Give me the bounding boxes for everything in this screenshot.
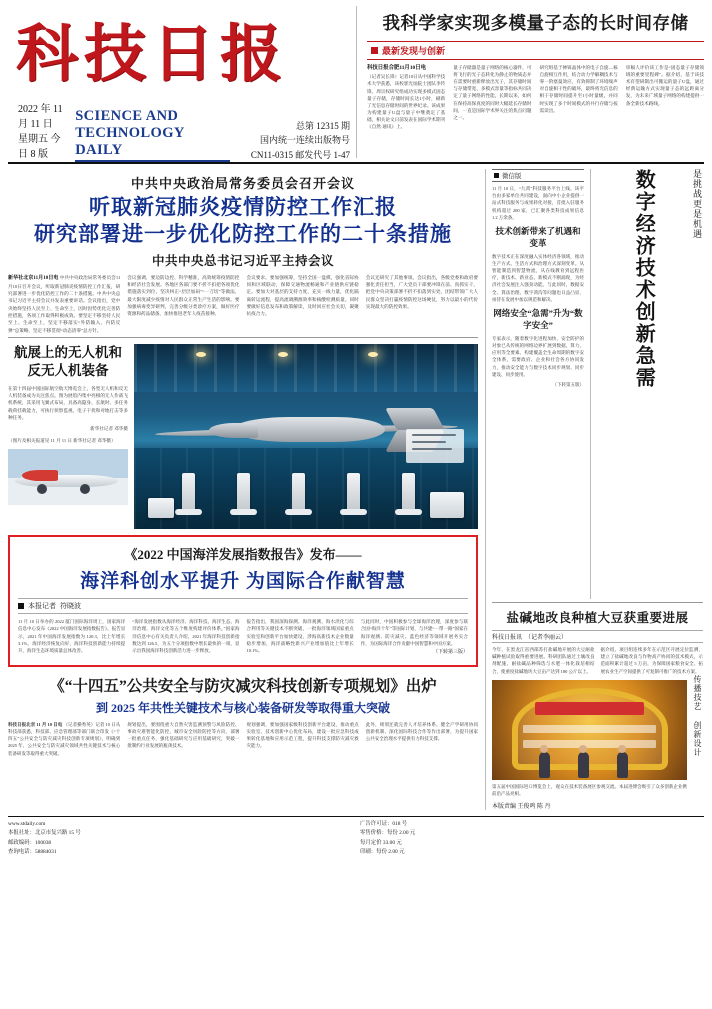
hangar-ceiling — [134, 344, 478, 392]
display-stand — [292, 473, 305, 511]
footer-phone: 查询电话：58884031 — [8, 848, 57, 855]
issue-info — [240, 119, 357, 162]
uav-exhibition-photo — [134, 344, 478, 529]
english-title: SCIENCE AND TECHNOLOGY DAILY — [75, 108, 229, 162]
hangar-scene — [134, 344, 478, 529]
page-footer — [8, 816, 704, 857]
byline-label: 本报记者 — [28, 602, 56, 611]
publication-date — [18, 102, 65, 162]
featured-story-title-1: 《2022 中国海洋发展指数报告》发布—— — [124, 547, 362, 563]
featured-story-column: “海洋发展指数从海洋经济、海洋科技、海洋生态、海洋治理、海洋文化等五个维度构建评价体系。”国家海洋信息中心有关负责人介绍，2021 年海洋科技创新指数达到 126.5，为五个分项指数中增长最快的一项，显示出我国海洋科技创新活力进一步释放。 — [132, 619, 240, 653]
main-column — [8, 169, 478, 810]
footer-retail-price: 零售价格：每份 2.00 元 — [360, 830, 416, 837]
visitor-figure — [617, 752, 628, 778]
spotlight-icon — [278, 352, 288, 357]
wechat-tag-label: 微信版 — [502, 173, 522, 180]
masthead-divider — [8, 162, 704, 164]
footer-postcode: 邮政编码：100038 — [8, 839, 52, 846]
display-stand — [237, 473, 250, 511]
top-story-column: 会议要求，要加强统筹，坚持全国一盘棋，强化省际协同和区域联动，保障交通物流畅通和产业链供应链稳定。要加大对基层的支持力度，充实一线力量，优化隔离转运流程，提高流调溯源效率和核酸检测质量。同时要做好信息发布和政策解读，及时回应社会关切，凝聚抗疫合力。 — [246, 274, 359, 317]
photo-story-text — [8, 344, 128, 529]
vertical-headline-block — [590, 169, 703, 599]
featured-story-title-2: 海洋科创水平提升 为国际合作献智慧 — [80, 571, 406, 593]
lead-headline: 我科学家实现多模量子态的长时间存储 — [382, 13, 689, 33]
issue-cn: 国内统一连续出版物号 CN11-0315 邮发代号 1-47 — [250, 135, 350, 160]
photo-story-title-1: 航展上的无人机和 — [14, 345, 122, 361]
spotlight-icon — [368, 352, 378, 357]
display-stand — [402, 473, 415, 511]
square-bullet-icon — [371, 47, 378, 54]
issue-number: 总第 12315 期 — [295, 120, 350, 131]
section-divider — [8, 337, 478, 338]
featured-story-byline — [18, 598, 468, 614]
bottom-story-text: （记者操秀英）记者 10 日从科技部获悉，科技部、应急管理部等部门联合印发《“十四五”公共安全与防灾减灾科技创新专项规划》，明确到 2025 年，公共安全与防灾减灾领域共性关键技术与核心装备研发等取得重大突破。 — [8, 721, 121, 756]
top-story-title-2: 研究部署进一步优化防控工作的二十条措施 — [34, 221, 452, 246]
display-stand — [347, 473, 360, 511]
top-story-kicker: 中共中央政治局常务委员会召开会议 — [130, 176, 355, 191]
photo-credit-1: 新华社记者 邓华摄 — [90, 426, 128, 432]
wechat-block — [492, 169, 584, 599]
bottom-story-column: 此外，规划还就完善人才培养体系、健全产学研用协同创新机制、深化国际科技合作等作出部署，为提升国家公共安全治理水平提供有力科技支撑。 — [365, 721, 478, 742]
lead-text: （记者吴长锋）记者10日从中国科学技术大学获悉，该校郭光灿院士团队李传锋、周宗权研究组成功实现多模式固态量子存储，存储时间长达1小时，刷新了光信息存储时间的世界纪录。该成果为构建量子U盘与量子中继奠定了基础，相关论文日前发表在国际学术期刊《自然·通讯》上。 — [367, 74, 446, 130]
top-story-column: 会议还研究了其他事项。会议指出，各级党委和政府要强化责任担当，广大党员干部要冲锋在前、真抓实干，把党中央决策部署不折不扣落到实处，团结带领广大人民群众坚决打赢疫情防控这场硬仗，努力以最小的代价实现最大的防控效果。 — [365, 274, 478, 310]
wechat-tag — [492, 169, 584, 182]
photo-story-title-2: 反无人机装备 — [27, 363, 109, 379]
vertical-headline-kicker: 是挑战更是机遇 — [692, 169, 702, 239]
right-divider — [492, 602, 703, 603]
featured-story-columns — [18, 618, 468, 657]
date-line: 2022 年 11 月 11 日 — [18, 104, 63, 130]
footer-address: 本报社址：北京市复兴路 15 号 — [8, 830, 81, 837]
bottom-story-column: 规划强调，要加强国家级科技创新平台建设，推动重点实验室、技术创新中心优化布局，建设一批应急科技成果转化基地和应用示范工程，提升科技支撑防灾减灾救灾能力。 — [246, 721, 359, 749]
featured-story-column — [361, 618, 468, 657]
expo-photo — [492, 680, 687, 780]
bottom-story-columns — [8, 721, 478, 757]
masthead-left — [8, 6, 356, 158]
square-bullet-icon — [18, 603, 24, 609]
masthead-meta — [8, 102, 356, 162]
right-paragraph-1: 数字技术正在深度融入实体经济各领域，推动生产方式、生活方式和治理方式深刻变革。从智能制造到智慧物流，从在线教育到远程医疗，新技术、新业态、新模式不断涌现，为经济社会发展注入强劲动能。与此同时，数据安全、算法治理、数字鸿沟等问题也日益凸显，亟待在发展中加以规范和解决。 — [492, 253, 584, 302]
lead-column — [367, 64, 445, 130]
lead-column: 研究组基于掺铒晶体中的电子自旋—核自旋相互作用，结合动力学解耦技术与零一阶塞曼效应，有效抑制了环境噪声对自旋相干性的破坏，最终将光信息的相干存储时间提升至1小时量级，并同时实现了多个时间模式的并行存储与按需读出。 — [539, 65, 618, 113]
expo-side-note: 传播技艺 创新设计 — [693, 674, 702, 757]
photo-story — [8, 344, 478, 529]
featured-story-column: 11 月 10 日举办的 2022 厦门国际海洋周上，国家海洋信息中心发布《2022 中国海洋发展指数报告》。报告显示，2021 年中国海洋发展指数为 120.3，比上年增长 3.1%，海洋经济恢复向好，海洋科技创新能力持续提升，海洋生态环境质量总体改善。 — [18, 619, 126, 653]
wechat-paragraph: 11 月 10 日，“九霄”科技服务平台上线。该平台由多家单位共同建设，面向中小企业提供一站式科技服务与成果转化对接，首批入驻服务机构超过 200 家，已汇聚各类科技成果信息 1.2 万余条。 — [492, 186, 584, 220]
byline-label: 科技日报讯 — [492, 635, 523, 641]
featured-story-text: 与此同时，中国积极参与全球海洋治理，深度参与联合国“海洋十年”等国际计划，与共建“一带一路”国家在海洋观测、防灾减灾、蓝色经济等领域开展务实合作，为国际海洋合作贡献中国智慧和中国方案。 — [360, 619, 468, 646]
bottom-story-column — [8, 721, 120, 757]
featured-story-framed — [8, 535, 478, 667]
lead-tag-label: 最新发现与创新 — [382, 46, 446, 56]
right-subtitle-1: 技术创新带来了机遇和变革 — [495, 225, 581, 248]
right-story-column: 今年，在黑龙江省西部苏打盐碱地开展的大豆耐盐碱种植试验取得重要进展。科研团队通过土壤改良剂配施、耐盐碱品种筛选与水肥一体化栽培相结合，使重度盐碱地块大豆亩产达到 180 公斤以上。 — [492, 647, 595, 674]
right-subtitle-2: 网络安全“急需”升为“数字安全” — [493, 308, 583, 330]
bottom-story-dateline: 科技日报北京 11 月 10 日电 — [8, 721, 63, 727]
right-story-byline — [492, 630, 703, 643]
lead-column: 量子存储器是量子网络的核心器件，可将飞行的光子态转化为静止的物质态并在需要时重新释放出光子，其存储时间与存储带宽、多模式容量等指标共同决定了量子网络的性能。长期以来，如何在保持高保真度的同时大幅延长存储时间，一直是国际学术界关注的焦点问题之一。 — [453, 65, 532, 120]
top-story-dateline: 新华社北京11月10日电 — [8, 275, 59, 281]
right-column — [485, 169, 703, 810]
footer-ad-license: 广告许可证：018 号 — [360, 821, 408, 828]
right-paragraph-2: 专家表示，随着数字化进程加快，安全防护的对象已从传统的网络边界扩展到数据、算力、应用等全要素。构建覆盖全生命周期的数字安全体系，需要政府、企业和社会各方协同发力，推动安全能力与数字技术同步规划、同步建设、同步使用。 — [492, 335, 584, 377]
vertical-headline-wrap — [596, 169, 703, 599]
visitor-figure — [539, 752, 550, 778]
booth-sign — [535, 702, 644, 715]
display-stand — [182, 473, 195, 511]
top-story-columns — [8, 274, 478, 334]
byline-name: 符晓波 — [60, 602, 81, 611]
lead-columns — [367, 64, 704, 130]
right-story-title: 盐碱地改良种植大豆获重要进展 — [506, 611, 689, 625]
right-continuation-note: （下转第五版） — [552, 381, 584, 387]
featured-story-column: 报告指出，我国深海探测、海洋观测、海水淡化与综合利用等关键技术不断突破，一批海洋领域国家重点实验室和创新平台加快建设，涉海高新技术企业数量稳步增加，海洋战略性新兴产业增加值比上年增长 10.1%。 — [246, 619, 354, 653]
equipment-crate — [430, 492, 464, 518]
secondary-photo — [8, 449, 128, 505]
footer-website[interactable]: www.stdaily.com — [8, 821, 46, 828]
uav-nose — [209, 423, 257, 437]
expo-photo-caption: 第五届中国国际进口博览会上，观众在技术装备展区参观交流。本届进博会吸引了众多创新企业携前沿产品亮相。 — [492, 783, 687, 796]
spotlight-icon — [196, 352, 206, 357]
right-story-columns — [492, 646, 703, 675]
top-story-subtitle: 中共中央总书记习近平主持会议 — [151, 253, 334, 268]
footer-print-info: 印刷：每份 2.00 元 — [360, 848, 405, 855]
byline-name: （记者李丽云） — [525, 635, 568, 641]
right-top-block — [492, 169, 703, 599]
top-story-column: 会议强调，要边防边控、科学精准，高效统筹疫情防控和经济社会发展。各地区各部门要不折不扣把各项优化措施落实到位，坚决纠正“层层加码”“一刀切”等做法，最大限度减少疫情对人民群众正常生产生活的影响。要加强病毒变异研判，完善分级分类诊疗方案，做好医疗资源和药品储备，加快推进老年人疫苗接种。 — [127, 274, 240, 317]
equipment-crate — [148, 498, 174, 518]
top-story-title-1: 听取新冠肺炎疫情防控工作汇报 — [89, 195, 397, 219]
newspaper-title: 科技日报 — [16, 21, 289, 89]
footer-contact — [8, 820, 352, 857]
lead-tag-strip — [367, 41, 704, 60]
bottom-story-title-2: 到 2025 年共性关键技术与核心装备研发等取得重大突破 — [95, 700, 390, 715]
lead-article — [356, 6, 704, 158]
footer-monthly-price: 每月定价 33.00 元 — [360, 839, 402, 846]
lead-column: 审稿人评价该工作是“固态量子存储领域的重要里程碑”。据介绍，基于该技术有望研制出可搬运的量子U盘，通过经典运输方式实现量子态的远距离分发，为未来广域量子网络的构建提供一条全新技术路线。 — [625, 65, 704, 106]
square-bullet-icon — [494, 173, 499, 178]
bottom-story-title-1: 《“十四五”公共安全与防灾减灾科技创新专项规划》出炉 — [49, 677, 437, 695]
top-story-text: 中共中央政治局常务委员会11月10日召开会议，听取新冠肺炎疫情防控工作汇报，研究部署进一步优化防控工作的二十条措施。中共中央总书记习近平主持会议并发表重要讲话。会议指出，党中央始终坚持人民至上、生命至上，因时因势优化完善防控措施，各项工作取得积极成效。要坚定不移坚持人民至上、生命至上，坚定不移落实“外防输入、内防反弹”总策略，坚定不移贯彻“动态清零”总方针。 — [8, 274, 121, 333]
body-grid — [8, 169, 704, 810]
footer-license — [360, 820, 704, 857]
visitor-figure — [578, 752, 589, 778]
lead-dateline: 科技日报合肥11月10日电 — [367, 65, 426, 71]
photo-story-caption: 在第十四届中国国际航空航天博览会上，各型无人机和反无人机装备成为关注焦点。图为展馆内集中亮相的无人作战飞机系统，其采用飞翼式布局，具备高隐身、长航时、多任务载荷挂载能力，可执行侦察监视、电子干扰和对地打击等多种任务。 — [8, 385, 128, 420]
weekday-line: 星期五 今日 8 版 — [18, 134, 61, 160]
exhibit-placard — [406, 429, 464, 463]
booth-shelf — [523, 725, 656, 733]
right-story-column: 据介绍，项目组连续多年在示范区开展定位监测，建立了盐碱地改良与作物高产协同的技术模式，示范面积累计超过 5 万亩，为保障国家粮食安全、拓展农业生产空间提供了可复制可推广的技术方案。 — [600, 647, 703, 674]
masthead — [8, 6, 704, 158]
vertical-headline-main: 数字经济技术创新急需 — [632, 169, 655, 389]
bottom-story-column: 规划提出，要围绕重大自然灾害监测预警与风险防控、事故灾难智能化防控、城市安全风险防控等方向，部署一批重点任务，强化基础研究与应用基础研究，突破一批制约行业发展的瓶颈技术。 — [127, 721, 240, 749]
page-editors: 本版责编 王俊鸣 陈 丹 — [492, 804, 551, 811]
photo-credit-2: （图片及相关报道见 11 月 11 日 新华社记者 邓华摄） — [8, 437, 116, 443]
continuation-note: （下转第三版） — [432, 649, 468, 655]
top-story-column — [8, 274, 120, 334]
